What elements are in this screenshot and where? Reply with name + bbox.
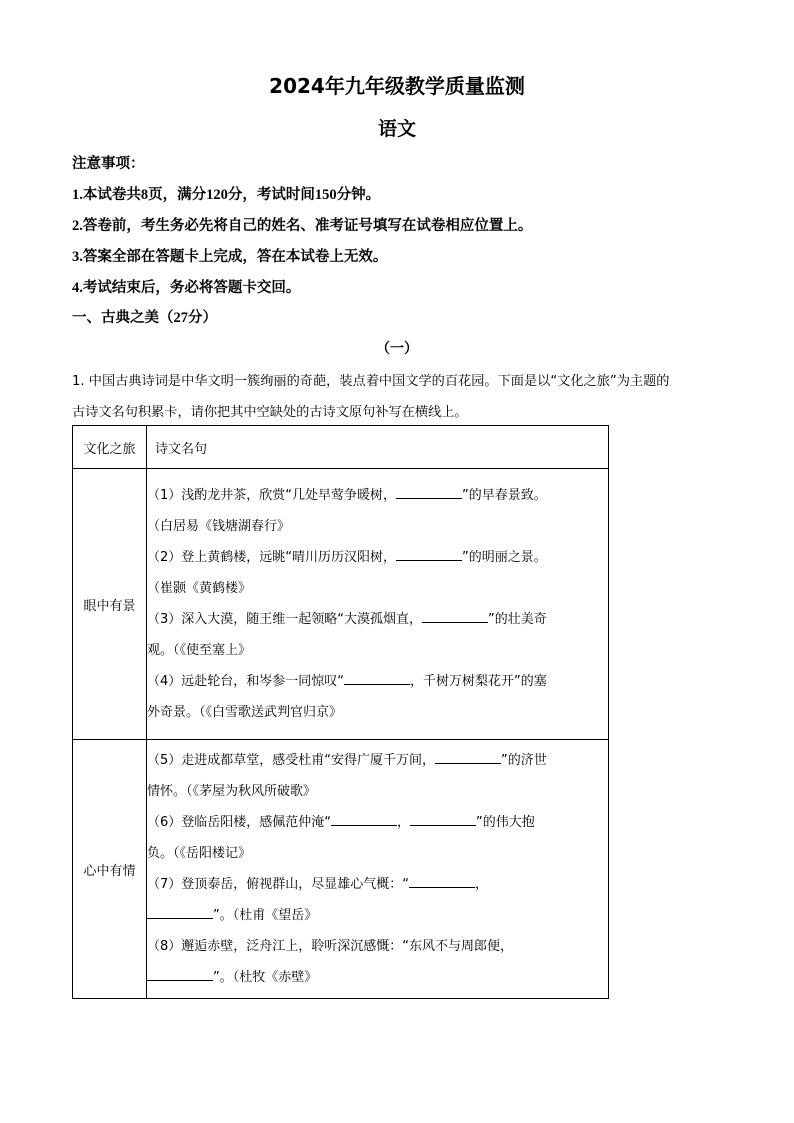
subject-title: 语文 [377, 118, 416, 140]
exam-title: 2024年九年级教学质量监测 [269, 74, 525, 98]
category-cell: 心中有情 [73, 740, 147, 999]
verse-line: （3）深入大漠，随王维一起领略“大漠孤烟直， ”的壮美奇 [147, 612, 547, 627]
answer-blank[interactable] [396, 548, 462, 561]
verse-table [72, 425, 609, 999]
answer-blank[interactable] [435, 751, 501, 764]
subsection-heading: （一） [376, 341, 418, 357]
answer-blank[interactable] [344, 672, 410, 685]
notice-item: 2.答卷前，考生务必先将自己的姓名、准考证号填写在试卷相应位置上。 [72, 218, 533, 234]
notice-item: 1.本试卷共8页，满分120分，考试时间150分钟。 [72, 187, 381, 203]
verse-line: ”。（杜甫《望岳》 [147, 900, 608, 931]
verse-line: （2）登上黄鹤楼，远眺“晴川历历汉阳树， ”的明丽之景。 [147, 550, 547, 565]
answer-blank[interactable] [147, 906, 213, 919]
verse-line: 外奇景。（《白雪歌送武判官归京》 [147, 705, 343, 720]
section-heading: 一、古典之美（27分） [72, 310, 217, 326]
notice-heading: 注意事项： [72, 156, 145, 172]
table-header-cell: 诗文名句 [147, 426, 609, 469]
answer-blank[interactable] [331, 813, 397, 826]
answer-blank[interactable] [410, 813, 476, 826]
verse-line: （白居易《钱塘湖春行》 [147, 519, 291, 534]
verse-line: （1）浅酌龙井茶，欣赏“几处早莺争暖树， ”的早春景致。 [147, 488, 547, 503]
verse-line: （4）远赴轮台，和岑参一同惊叹“ ，千树万树梨花开”的塞 [147, 674, 547, 689]
verse-cell [147, 740, 609, 999]
verse-line: （7）登顶泰岳，俯视群山，尽显雄心气概：“ ， [147, 877, 489, 892]
verse-line: （8）邂逅赤壁，泛舟江上，聆听深沉感慨：“东风不与周郎便， [147, 939, 514, 954]
verse-line: 观。（《使至塞上》 [147, 643, 252, 658]
verse-cell [147, 469, 609, 740]
verse-line: 负。（《岳阳楼记》 [147, 846, 252, 861]
answer-blank[interactable] [422, 610, 488, 623]
verse-line: ”。（杜牧《赤壁》 [147, 962, 608, 993]
verse-line: （5）走进成都草堂，感受杜甫“安得广厦千万间， ”的济世 [147, 753, 547, 768]
category-cell: 眼中有景 [73, 469, 147, 740]
notice-item: 4.考试结束后，务必将答题卡交回。 [72, 280, 301, 296]
verse-line: （6）登临岳阳楼，感佩范仲淹“ ， ”的伟大抱 [147, 815, 535, 830]
verse-line: （崔颢《黄鹤楼》 [147, 581, 252, 596]
answer-blank[interactable] [396, 486, 462, 499]
table-header-cell: 文化之旅 [73, 426, 147, 469]
question-text: 古诗文名句积累卡，请你把其中空缺处的古诗文原句补写在横线上。 [72, 405, 468, 420]
verse-line: 情怀。（《茅屋为秋风所破歌》 [147, 784, 317, 799]
answer-blank[interactable] [147, 968, 213, 981]
question-text: 1. 中国古典诗词是中华文明一簇绚丽的奇葩，装点着中国文学的百花园。下面是以“文化之旅”为主题的 [72, 374, 670, 389]
answer-blank[interactable] [409, 875, 475, 888]
notice-item: 3.答案全部在答题卡上完成，答在本试卷上无效。 [72, 249, 388, 265]
